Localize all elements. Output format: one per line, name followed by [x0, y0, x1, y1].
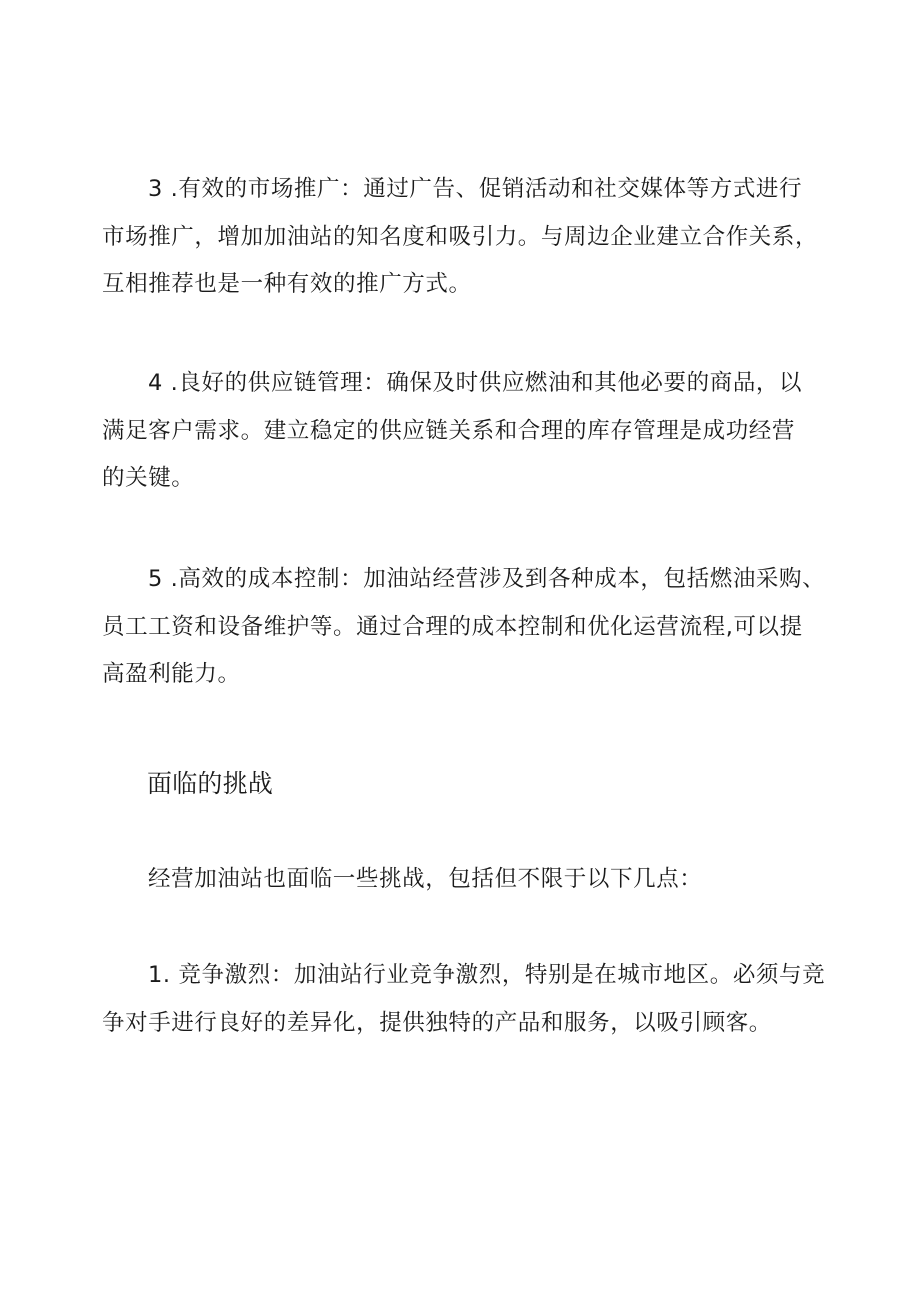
paragraph-line: 高盈利能力。	[102, 661, 241, 687]
paragraph-line: 4 .良好的供应链管理：确保及时供应燃油和其他必要的商品，以	[148, 370, 803, 396]
paragraph-supply-chain	[102, 360, 822, 503]
paragraph-line: 满足客户需求。建立稳定的供应链关系和合理的库存管理是成功经营	[102, 417, 796, 444]
paragraph-challenges-intro	[102, 856, 822, 904]
paragraph-line: 1. 竞争激烈：加油站行业竞争激烈，特别是在城市地区。必须与竞	[148, 962, 826, 988]
paragraph-line: 员工工资和设备维护等。通过合理的成本控制和优化运营流程,可以提	[102, 613, 803, 640]
paragraph-line: 3 .有效的市场推广：通过广告、促销活动和社交媒体等方式进行	[148, 176, 803, 202]
paragraph-marketing	[102, 166, 822, 309]
paragraph-line: 经营加油站也面临一些挑战，包括但不限于以下几点：	[148, 866, 703, 892]
paragraph-line: 市场推广，增加加油站的知名度和吸引力。与周边企业建立合作关系，	[102, 223, 819, 250]
section-heading: 面临的挑战	[147, 769, 274, 798]
paragraph-line: 争对手进行良好的差异化，提供独特的产品和服务，以吸引顾客。	[102, 1009, 772, 1036]
paragraph-competition	[102, 952, 826, 1047]
paragraph-cost-control	[102, 556, 826, 699]
paragraph-line: 互相推荐也是一种有效的推广方式。	[102, 271, 472, 297]
paragraph-line: 的关键。	[102, 465, 195, 491]
paragraph-line: 5 .高效的成本控制：加油站经营涉及到各种成本，包括燃油采购、	[148, 566, 826, 592]
